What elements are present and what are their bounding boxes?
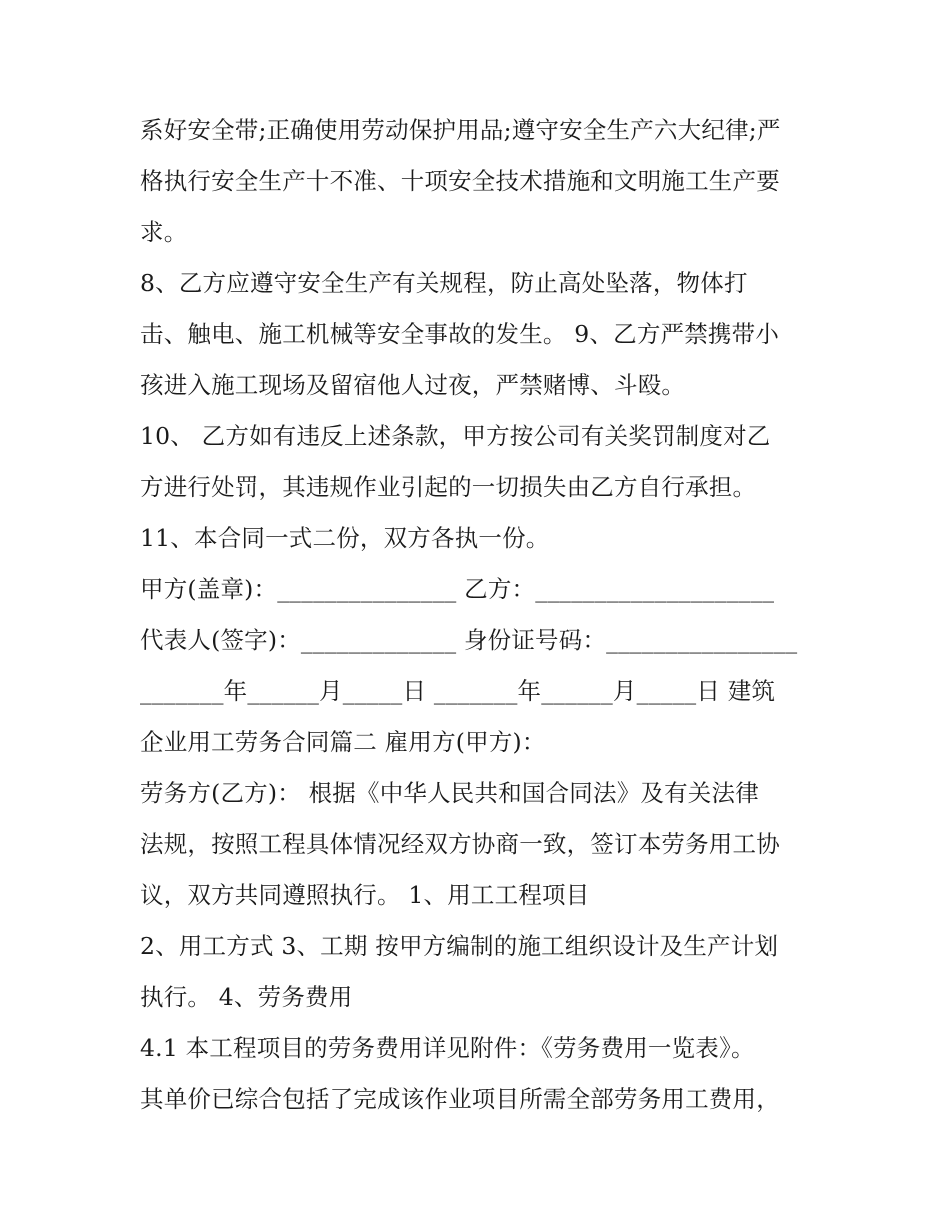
text-line: 法规，按照工程具体情况经双方协商一致，签订本劳务用工协 [140, 830, 780, 858]
text-line: 议，双方共同遵照执行。 1、用工工程项目 [140, 881, 590, 909]
text-line: 击、触电、施工机械等安全事故的发生。 9、乙方严禁携带小 [140, 320, 780, 348]
text-line: 劳务方(乙方)： 根据《中华人民共和国合同法》及有关法律 [140, 779, 759, 807]
text-line: 求。 [140, 218, 188, 246]
text-line: 其单价已综合包括了完成该作业项目所需全部劳务用工费用， [140, 1085, 780, 1113]
text-line: 系好安全带;正确使用劳动保护用品;遵守安全生产六大纪律;严 [140, 116, 781, 144]
text-line: 企业用工劳务合同篇二 雇用方(甲方)： [140, 728, 546, 756]
text-line: 孩进入施工现场及留宿他人过夜，严禁赌博、斗殴。 [140, 371, 686, 399]
text-line: 2、用工方式 3、工期 按甲方编制的施工组织设计及生产计划 [140, 932, 779, 960]
text-line: 执行。 4、劳务费用 [140, 983, 353, 1011]
signature-line-party-a: 甲方(盖章)：_______________ 乙方：____________________ [140, 575, 775, 603]
signature-line-representative: 代表人(签字)：_____________ 身份证号码：________________ [140, 626, 798, 654]
text-line: 方进行处罚，其违规作业引起的一切损失由乙方自行承担。 [140, 473, 757, 501]
text-line: 格执行安全生产十不准、十项安全技术措施和文明施工生产要 [140, 167, 780, 195]
text-line: 10、 乙方如有违反上述条款，甲方按公司有关奖罚制度对乙 [140, 422, 771, 450]
text-line: 8、乙方应遵守安全生产有关规程，防止高处坠落，物体打 [140, 269, 748, 297]
text-line: 4.1 本工程项目的劳务费用详见附件：《劳务费用一览表》。 [140, 1034, 755, 1062]
date-line: _______年______月_____日 _______年______月_____日 建筑 [140, 677, 776, 705]
text-line: 11、本合同一式二份，双方各执一份。 [140, 524, 550, 552]
